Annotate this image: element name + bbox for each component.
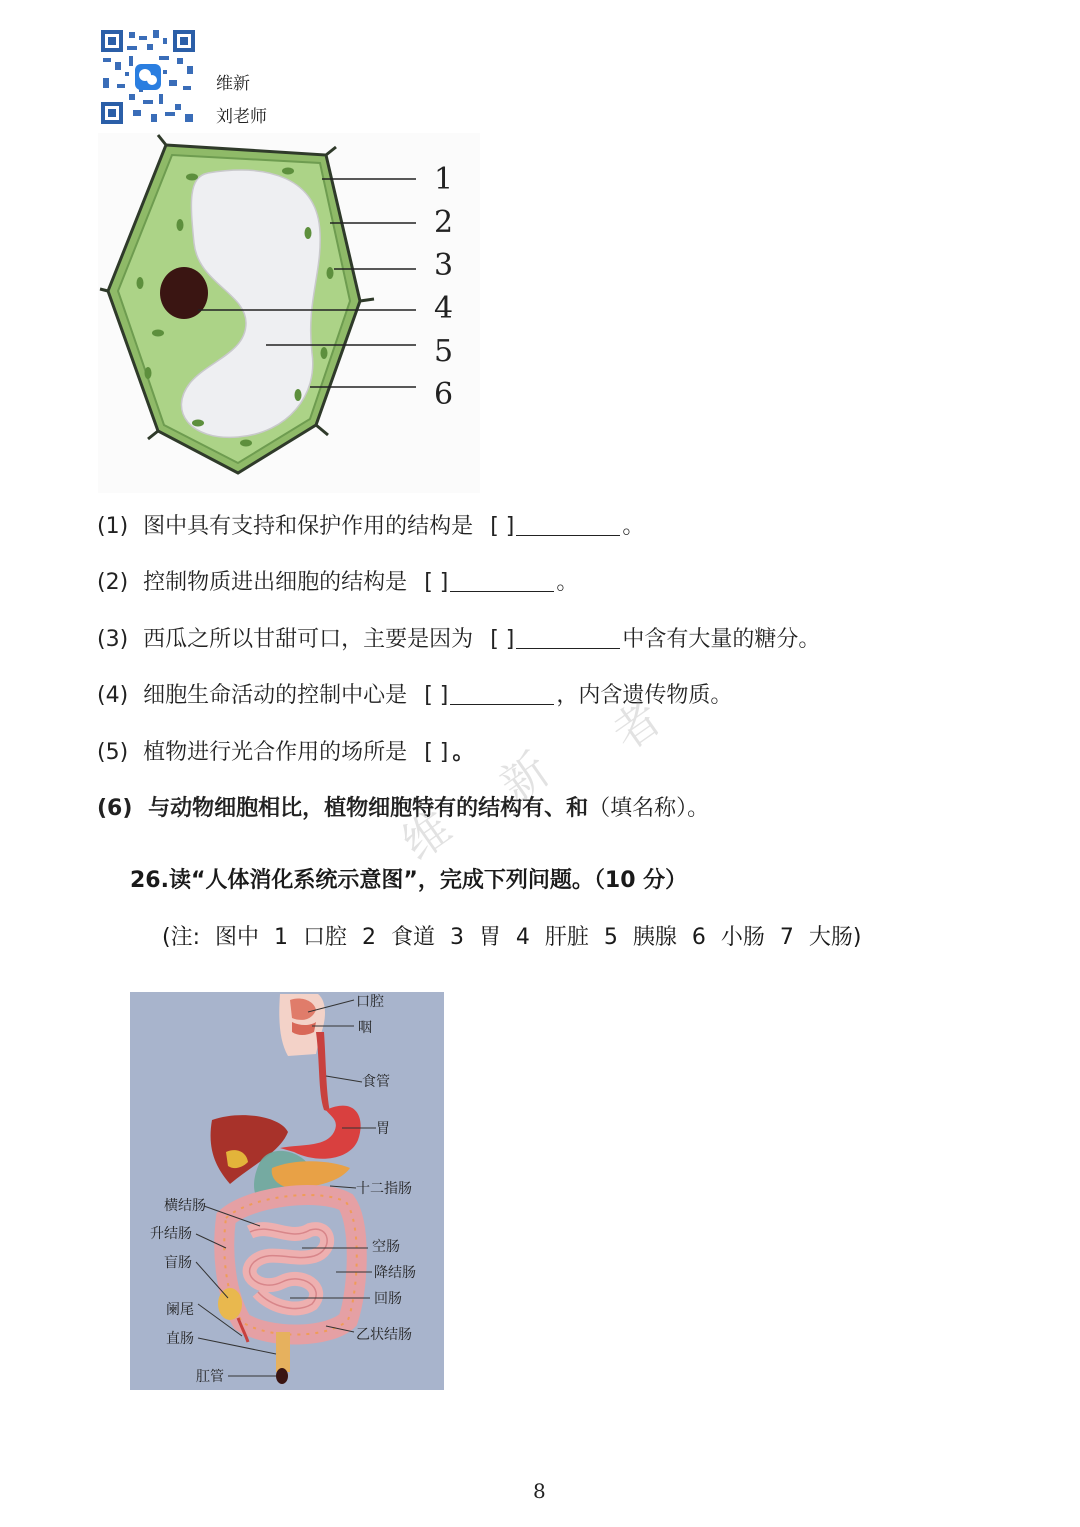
cell-label-4: 4	[434, 291, 454, 326]
label-descending-colon: 降结肠	[374, 1265, 416, 1281]
label-rectum: 直肠	[166, 1331, 194, 1347]
question-item	[97, 512, 644, 542]
question-suffix: 。	[556, 570, 579, 595]
answer-bracket: [ ]	[490, 627, 515, 652]
question-prefix: (2)	[97, 570, 129, 595]
page-number: 8	[533, 1479, 546, 1503]
question-text: 与动物细胞相比，植物细胞特有的结构有	[148, 796, 545, 821]
question-26-title: 26.读“人体消化系统示意图”，完成下列问题。（10 分）	[130, 868, 688, 893]
question-text: 植物进行光合作用的场所是	[143, 740, 408, 765]
watermark-char: 者	[602, 690, 672, 761]
label-transverse-colon: 横结肠	[164, 1198, 206, 1214]
header-name-line1: 维新	[216, 74, 250, 94]
question-suffix: ，内含遗传物质。	[556, 683, 733, 708]
question-text: 西瓜之所以甘甜可口，主要是因为	[143, 627, 474, 652]
cell-label-2: 2	[434, 205, 454, 240]
cell-label-5: 5	[434, 334, 454, 369]
question-prefix: (5)	[97, 740, 129, 765]
question-suffix: 中含有大量的糖分。	[622, 627, 821, 652]
answer-blank[interactable]	[516, 513, 620, 536]
label-esophagus: 食管	[362, 1074, 390, 1090]
question-item	[97, 568, 578, 598]
watermark-char: 维	[392, 800, 462, 871]
label-mouth: 口腔	[356, 994, 384, 1010]
label-appendix: 阑尾	[166, 1302, 194, 1318]
answer-bracket: [ ]	[490, 514, 515, 539]
label-jejunum: 空肠	[372, 1239, 400, 1255]
label-cecum: 盲肠	[164, 1255, 192, 1271]
watermark-char: 新	[490, 742, 560, 813]
cell-label-1: 1	[434, 162, 454, 197]
question-item	[97, 738, 474, 768]
plant-cell-figure	[98, 133, 480, 493]
label-stomach: 胃	[376, 1121, 390, 1137]
question-item	[97, 625, 820, 655]
question-mid: 、和	[544, 796, 589, 821]
nucleus	[160, 267, 208, 319]
question-prefix: (6)	[97, 796, 133, 821]
question-text: 细胞生命活动的控制中心是	[143, 683, 408, 708]
question-text: 图中具有支持和保护作用的结构是	[143, 514, 474, 539]
question-suffix: （填名称）。	[588, 796, 710, 821]
answer-bracket: [ ]	[424, 570, 449, 595]
answer-blank[interactable]	[450, 682, 554, 705]
cell-label-6: 6	[434, 377, 454, 412]
answer-blank[interactable]	[516, 626, 620, 649]
label-sigmoid-colon: 乙状结肠	[356, 1327, 412, 1343]
header-name-line2: 刘老师	[216, 107, 267, 127]
label-ileum: 回肠	[374, 1291, 402, 1307]
label-pharynx: 咽	[358, 1020, 372, 1036]
question-prefix: (1)	[97, 514, 129, 539]
answer-bracket: [ ]	[424, 683, 449, 708]
digestive-system-figure	[130, 992, 444, 1390]
question-suffix: 。	[452, 740, 475, 765]
answer-bracket: [ ]	[424, 740, 449, 765]
question-26-note: (注: 图中 1 口腔 2 食道 3 胃 4 肝脏 5 胰腺 6 小肠 7 大肠)	[162, 925, 862, 950]
question-prefix: (3)	[97, 627, 129, 652]
question-suffix: 。	[622, 514, 645, 539]
question-text: 控制物质进出细胞的结构是	[143, 570, 408, 595]
answer-blank[interactable]	[450, 569, 554, 592]
cell-label-3: 3	[434, 248, 454, 283]
question-prefix: (4)	[97, 683, 129, 708]
qr-code	[99, 28, 197, 126]
label-duodenum: 十二指肠	[356, 1181, 412, 1197]
label-ascending-colon: 升结肠	[150, 1226, 192, 1242]
label-anus: 肛管	[196, 1369, 224, 1385]
